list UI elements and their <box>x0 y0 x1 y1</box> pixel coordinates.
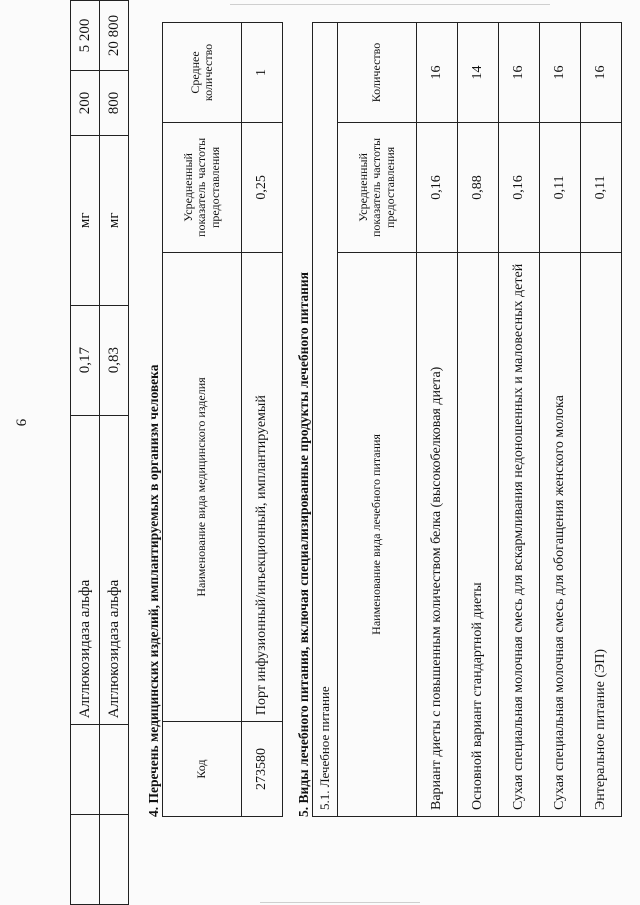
col-header-name: Наименование вида медицинского изделия <box>163 252 242 721</box>
col-header-avg: Среднее количество <box>163 23 242 123</box>
drug-unit: мг <box>71 135 100 305</box>
table-row <box>540 23 581 817</box>
table-row <box>71 1 100 905</box>
col-header-name: Наименование вида лечебного питания <box>338 252 417 816</box>
col-header-freq: Усредненный показатель частоты предоставления <box>338 122 417 252</box>
header-row <box>338 23 417 817</box>
table-row <box>100 1 129 905</box>
nutrition-name: Вариант диеты с повышенным количеством белка (высокобелковая диета) <box>417 252 458 816</box>
nutrition-qty: 16 <box>581 23 622 123</box>
nutrition-qty: 16 <box>499 23 540 123</box>
section4-heading: 4. Перечень медицинских изделий, имплантируемых в организм человека <box>146 364 161 817</box>
drug-dose: 800 <box>100 70 129 135</box>
implant-freq: 0,25 <box>242 122 283 252</box>
col-header-qty: Количество <box>338 23 417 123</box>
nutrition-qty: 16 <box>540 23 581 123</box>
implant-table <box>162 22 283 817</box>
drug-freq: 0,17 <box>71 305 100 415</box>
drug-dose: 200 <box>71 70 100 135</box>
nutrition-name: Основной вариант стандартной диеты <box>458 252 499 816</box>
nutrition-freq: 0,16 <box>417 122 458 252</box>
nutrition-name: Сухая специальная молочная смесь для вскармливания недоношенных и маловесных детей <box>499 252 540 816</box>
nutrition-freq: 0,88 <box>458 122 499 252</box>
nutrition-name: Сухая специальная молочная смесь для обогащения женского молока <box>540 252 581 816</box>
implant-code: 273580 <box>242 722 283 817</box>
drug-total: 20 800 <box>100 1 129 71</box>
drug-unit: мг <box>100 135 129 305</box>
table-row <box>458 23 499 817</box>
nutrition-table <box>312 22 622 817</box>
nutrition-qty: 14 <box>458 23 499 123</box>
nutrition-name: Энтеральное питание (ЭП) <box>581 252 622 816</box>
header-row <box>163 23 242 817</box>
col-header-code: Код <box>163 722 242 817</box>
nutrition-freq: 0,11 <box>540 122 581 252</box>
nutrition-freq: 0,11 <box>581 122 622 252</box>
nutrition-qty: 16 <box>417 23 458 123</box>
nutrition-freq: 0,16 <box>499 122 540 252</box>
drug-total: 5 200 <box>71 1 100 71</box>
page-number: 9 <box>12 418 29 427</box>
drug-freq: 0,83 <box>100 305 129 415</box>
table-row <box>499 23 540 817</box>
implant-avg: 1 <box>242 23 283 123</box>
table-row <box>242 23 283 817</box>
implant-name: Порт инфузионный/инъекционный, имплантируемый <box>242 252 283 721</box>
section5-heading: 5. Виды лечебного питания, включая специализированные продукты лечебного питания <box>296 272 311 817</box>
drug-name: Алглюкозидаза альфа <box>100 415 129 725</box>
table-row <box>417 23 458 817</box>
subheading: 5.1. Лечебное питание <box>313 23 338 817</box>
col-header-freq: Усредненный показатель частоты предоставления <box>163 122 242 252</box>
top-drug-table <box>70 0 129 905</box>
drug-name: Алглюкозидаза альфа <box>71 415 100 725</box>
table-row <box>581 23 622 817</box>
subheading-row <box>313 23 338 817</box>
